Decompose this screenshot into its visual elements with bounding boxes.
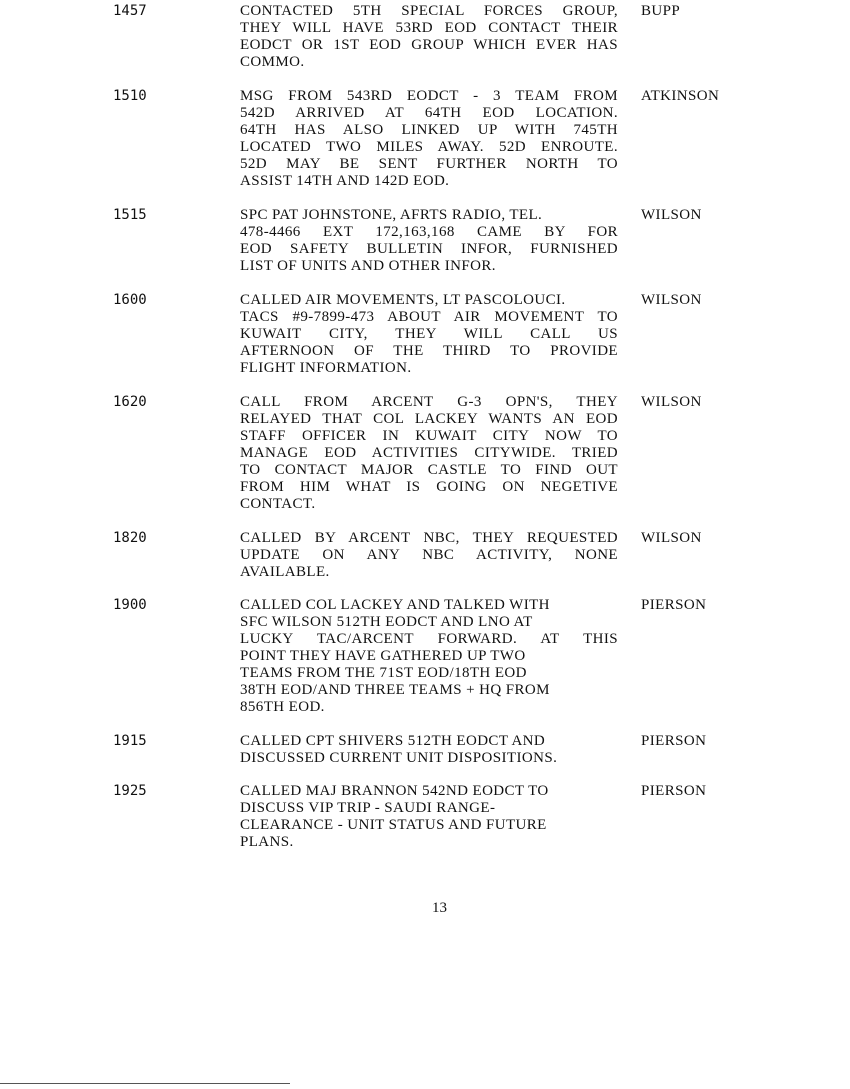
description-line: CALLED BY ARCENT NBC, THEY REQUESTED (240, 530, 618, 546)
description-line: CALL FROM ARCENT G-3 OPN'S, THEY (240, 394, 618, 410)
description-line: STAFF OFFICER IN KUWAIT CITY NOW TO (240, 428, 618, 444)
entry-initials: PIERSON (641, 733, 707, 749)
description-line: MSG FROM 543RD EODCT - 3 TEAM FROM (240, 88, 618, 104)
entry-description (240, 394, 620, 513)
description-line: LUCKY TAC/ARCENT FORWARD. AT THIS (240, 631, 618, 647)
description-line: EODCT OR 1ST EOD GROUP WHICH EVER HAS (240, 37, 618, 53)
description-line: UPDATE ON ANY NBC ACTIVITY, NONE (240, 547, 618, 563)
entry-description (240, 783, 620, 851)
entry-time: 1457 (113, 3, 147, 19)
description-line: AFTERNOON OF THE THIRD TO PROVIDE (240, 343, 618, 359)
entry-time: 1600 (113, 292, 147, 308)
entry-initials: PIERSON (641, 597, 707, 613)
entry-time: 1900 (113, 597, 147, 613)
entry-time: 1510 (113, 88, 147, 104)
description-line: 38TH EOD/AND THREE TEAMS + HQ FROM (240, 682, 550, 698)
page-number: 13 (432, 900, 447, 916)
entry-description (240, 530, 620, 581)
description-line: LOCATED TWO MILES AWAY. 52D ENROUTE. (240, 139, 618, 155)
entry-time: 1925 (113, 783, 147, 799)
entry-description (240, 207, 620, 275)
description-line: CALLED COL LACKEY AND TALKED WITH (240, 597, 550, 613)
description-line: CALLED MAJ BRANNON 542ND EODCT TO (240, 783, 549, 799)
description-line: DISCUSS VIP TRIP - SAUDI RANGE- (240, 800, 496, 816)
description-line: TACS #9-7899-473 ABOUT AIR MOVEMENT TO (240, 309, 618, 325)
entry-description (240, 3, 620, 71)
description-line: TO CONTACT MAJOR CASTLE TO FIND OUT (240, 462, 618, 478)
entry-initials: ATKINSON (641, 88, 720, 104)
description-line: FLIGHT INFORMATION. (240, 360, 412, 376)
entry-description (240, 88, 620, 190)
description-line: PLANS. (240, 834, 294, 850)
description-line: KUWAIT CITY, THEY WILL CALL US (240, 326, 618, 342)
description-line: DISCUSSED CURRENT UNIT DISPOSITIONS. (240, 750, 558, 766)
entry-initials: WILSON (641, 292, 702, 308)
description-line: THEY WILL HAVE 53RD EOD CONTACT THEIR (240, 20, 618, 36)
description-line: EOD SAFETY BULLETIN INFOR, FURNISHED (240, 241, 618, 257)
description-line: ASSIST 14TH AND 142D EOD. (240, 173, 450, 189)
description-line: POINT THEY HAVE GATHERED UP TWO (240, 648, 526, 664)
entry-initials: BUPP (641, 3, 681, 19)
description-line: 478-4466 EXT 172,163,168 CAME BY FOR (240, 224, 618, 240)
description-line: CLEARANCE - UNIT STATUS AND FUTURE (240, 817, 547, 833)
description-line: 542D ARRIVED AT 64TH EOD LOCATION. (240, 105, 618, 121)
entry-initials: PIERSON (641, 783, 707, 799)
description-line: 52D MAY BE SENT FURTHER NORTH TO (240, 156, 618, 172)
description-line: 856TH EOD. (240, 699, 325, 715)
description-line: MANAGE EOD ACTIVITIES CITYWIDE. TRIED (240, 445, 618, 461)
description-line: CALLED CPT SHIVERS 512TH EODCT AND (240, 733, 546, 749)
entry-time: 1515 (113, 207, 147, 223)
description-line: TEAMS FROM THE 71ST EOD/18TH EOD (240, 665, 527, 681)
description-line: FROM HIM WHAT IS GOING ON NEGETIVE (240, 479, 618, 495)
description-line: AVAILABLE. (240, 564, 330, 580)
description-line: COMMO. (240, 54, 305, 70)
entry-initials: WILSON (641, 207, 702, 223)
entry-description (240, 292, 620, 377)
entry-initials: WILSON (641, 394, 702, 410)
entry-description (240, 597, 620, 716)
entry-time: 1820 (113, 530, 147, 546)
bottom-divider (0, 1083, 290, 1084)
description-line: SFC WILSON 512TH EODCT AND LNO AT (240, 614, 533, 630)
entry-initials: WILSON (641, 530, 702, 546)
description-line: CONTACT. (240, 496, 316, 512)
entry-time: 1915 (113, 733, 147, 749)
description-line: CONTACTED 5TH SPECIAL FORCES GROUP, (240, 3, 618, 19)
description-line: 64TH HAS ALSO LINKED UP WITH 745TH (240, 122, 618, 138)
entry-time: 1620 (113, 394, 147, 410)
description-line: LIST OF UNITS AND OTHER INFOR. (240, 258, 496, 274)
description-line: SPC PAT JOHNSTONE, AFRTS RADIO, TEL. (240, 207, 543, 223)
entry-description (240, 733, 620, 767)
description-line: RELAYED THAT COL LACKEY WANTS AN EOD (240, 411, 618, 427)
description-line: CALLED AIR MOVEMENTS, LT PASCOLOUCI. (240, 292, 566, 308)
